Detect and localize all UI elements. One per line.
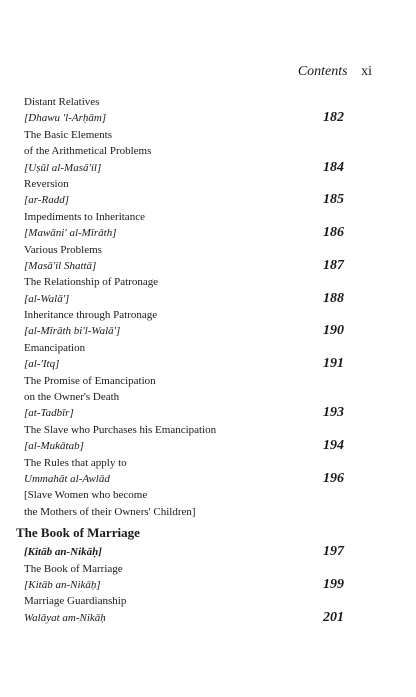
toc-entry-text: Reversion xyxy=(24,177,69,190)
toc-entry xyxy=(24,160,344,176)
toc-entry xyxy=(24,422,344,438)
toc-entry-text: [al-Mukātab] xyxy=(24,440,84,453)
toc-entry-text: The Slave who Purchases his Emancipation xyxy=(24,423,217,436)
toc-entry-text: [Uṣūl al-Masā'il] xyxy=(24,161,102,174)
toc-entry xyxy=(24,389,344,405)
toc-entry xyxy=(24,455,344,471)
toc-entry xyxy=(24,487,344,503)
toc-entry xyxy=(24,373,344,389)
toc-entry-text: Inheritance through Patronage xyxy=(24,309,158,322)
toc-entry-text: Emancipation xyxy=(24,341,86,354)
toc-page-number: 185 xyxy=(323,192,344,208)
toc-page-number: 196 xyxy=(323,470,344,486)
toc-page-number: 193 xyxy=(323,405,344,421)
toc-entry-text: The Relationship of Patronage xyxy=(24,276,159,289)
toc-entry xyxy=(24,593,344,609)
toc-entry-text: The Basic Elements xyxy=(24,128,112,141)
toc-entry xyxy=(24,356,344,372)
toc-entry xyxy=(24,274,344,290)
toc-entry-text: [Kitāb an-Nikāḥ] xyxy=(24,578,101,591)
toc-entry-text: the Mothers of their Owners' Children] xyxy=(24,505,196,518)
running-head-title: Contents xyxy=(297,64,348,79)
toc-entry xyxy=(24,544,344,560)
toc-entry xyxy=(24,561,344,577)
toc-entry-text: Ummahāt al-Awlād xyxy=(24,472,110,485)
toc-entry-text: [al-Mīrāth bi'l-Walā'] xyxy=(24,325,121,338)
table-of-contents xyxy=(16,94,344,626)
toc-entry-text: [at-Tadbīr] xyxy=(24,407,74,420)
toc-entry-text: Distant Relatives xyxy=(24,96,100,108)
toc-entry xyxy=(24,143,344,159)
toc-entry-text: [Kitāb an-Nikāḥ] xyxy=(24,546,102,559)
toc-entry-text: [Masā'il Shattā] xyxy=(24,259,97,272)
toc-entry xyxy=(24,504,344,520)
toc-entry-text: [al-'Itq] xyxy=(24,358,60,371)
toc-entry-text: Various Problems xyxy=(24,243,102,256)
toc-entry-text: [Mawāni' al-Mīrāth] xyxy=(24,227,117,240)
toc-entry xyxy=(24,209,344,225)
toc-page-number: 197 xyxy=(323,544,344,560)
toc-entry-text: [al-Walā'] xyxy=(24,292,70,305)
toc-entry xyxy=(24,258,344,274)
toc-entry-text: Marriage Guardianship xyxy=(24,595,127,608)
toc-page-number: 187 xyxy=(323,257,344,273)
toc-page-number: 191 xyxy=(323,356,344,372)
toc-entry xyxy=(24,110,344,126)
toc-entry xyxy=(24,291,344,307)
toc-entry-text: of the Arithmetical Problems xyxy=(24,145,152,158)
toc-entry xyxy=(24,471,344,487)
toc-entry xyxy=(24,242,344,258)
toc-entry-text: [Slave Women who become xyxy=(24,489,148,502)
toc-page-number: 199 xyxy=(323,576,344,592)
toc-entry-text: Walāyat am-Nikāḥ xyxy=(24,611,106,624)
toc-entry xyxy=(24,176,344,192)
toc-entry-text: The Rules that apply to xyxy=(24,456,127,469)
toc-entry-text: The Book of Marriage xyxy=(24,562,123,575)
toc-entry xyxy=(24,405,344,421)
toc-page-number: 194 xyxy=(323,438,344,454)
toc-entry-text: [ar-Radd] xyxy=(24,194,70,207)
toc-page-number: 201 xyxy=(323,609,344,625)
running-head xyxy=(0,64,372,80)
toc-entry xyxy=(24,438,344,454)
toc-section-heading xyxy=(16,522,344,544)
toc-entry-text: [Dhawu 'l-Arḥām] xyxy=(24,112,107,125)
toc-page-number: 184 xyxy=(323,159,344,175)
toc-entry-text: on the Owner's Death xyxy=(24,391,120,404)
toc-entry xyxy=(24,127,344,143)
toc-entry xyxy=(24,610,344,626)
toc-entry-text: The Book of Marriage xyxy=(16,525,140,541)
toc-entry xyxy=(24,577,344,593)
toc-entry-text: The Promise of Emancipation xyxy=(24,374,156,387)
running-head-page-number: xi xyxy=(361,64,372,79)
toc-page-number: 188 xyxy=(323,290,344,306)
toc-entry xyxy=(24,340,344,356)
toc-entry-text: Impediments to Inheritance xyxy=(24,210,145,223)
toc-entry xyxy=(24,225,344,241)
toc-page-number: 190 xyxy=(323,323,344,339)
toc-page-number: 182 xyxy=(323,110,344,126)
toc-entry xyxy=(24,192,344,208)
toc-entry xyxy=(24,307,344,323)
toc-page-number: 186 xyxy=(323,225,344,241)
toc-entry xyxy=(24,323,344,339)
toc-entry xyxy=(24,94,344,110)
